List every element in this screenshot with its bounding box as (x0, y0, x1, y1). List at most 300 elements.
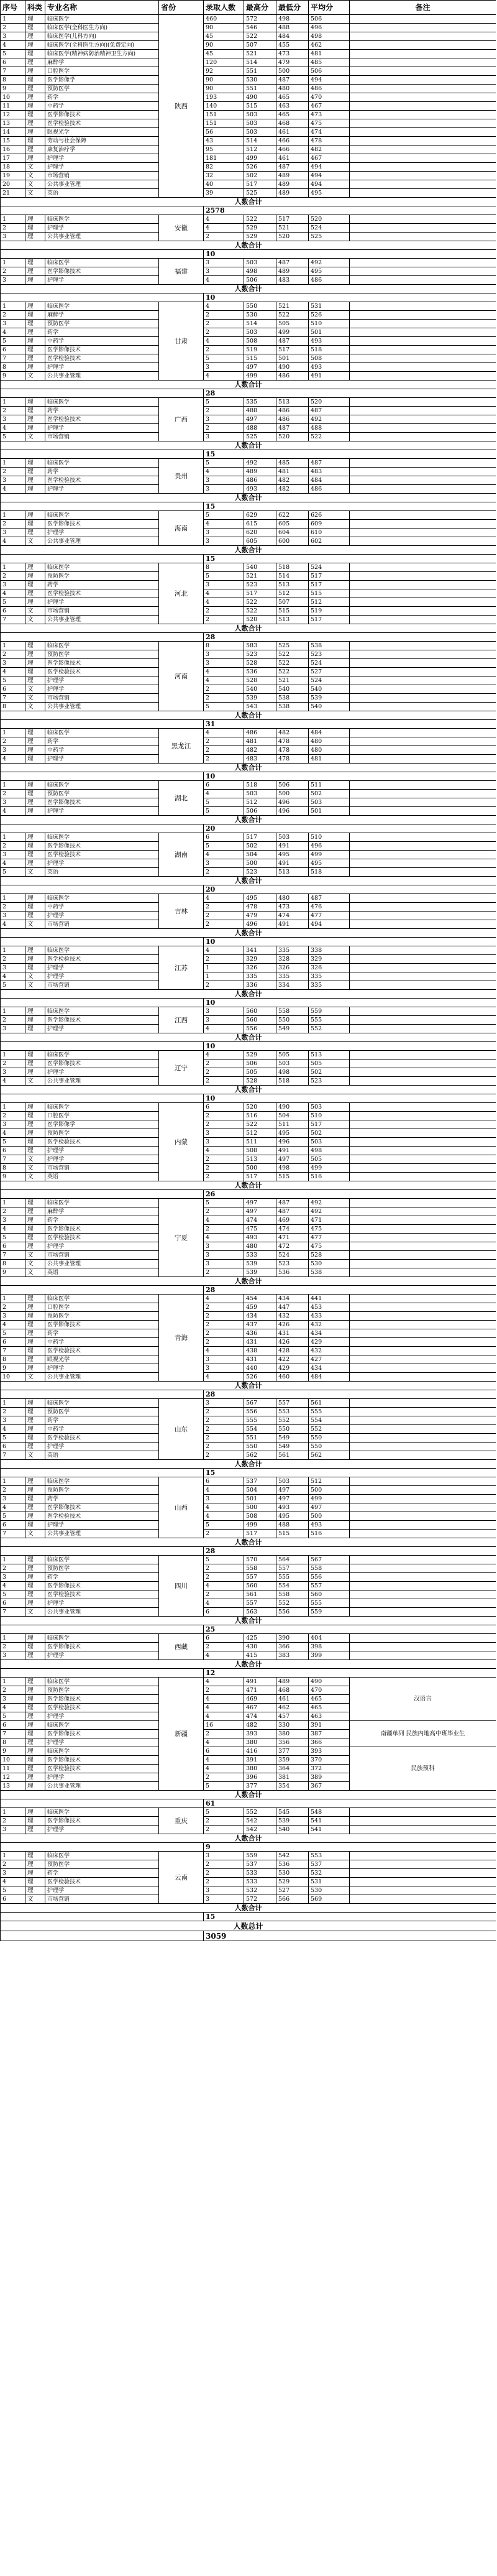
subtotal-count: 9 (204, 1843, 496, 1852)
cell-category: 理 (25, 1643, 45, 1651)
cell-admitted: 90 (204, 85, 244, 93)
cell-avg-score: 552 (309, 1425, 350, 1434)
cell-category: 文 (25, 1164, 45, 1173)
subtotal-count: 15 (204, 450, 496, 459)
cell-min-score: 506 (276, 781, 309, 790)
cell-index: 7 (1, 1347, 25, 1355)
cell-category: 理 (25, 1512, 45, 1521)
cell-max-score: 542 (244, 1826, 276, 1834)
cell-category: 理 (25, 520, 45, 529)
cell-avg-score: 387 (309, 1730, 350, 1738)
cell-index: 21 (1, 189, 25, 198)
cell-admitted: 4 (204, 224, 244, 233)
cell-min-score: 566 (276, 1895, 309, 1904)
grand-total-label-row (1, 1921, 496, 1931)
cell-category: 理 (25, 58, 45, 67)
subtotal-value-row (1, 1390, 496, 1399)
cell-avg-score: 398 (309, 1643, 350, 1651)
table-row (1, 668, 496, 676)
cell-avg-score: 567 (309, 1556, 350, 1564)
cell-avg-score: 486 (309, 85, 350, 93)
cell-admitted: 4 (204, 1295, 244, 1303)
cell-category: 文 (25, 685, 45, 694)
cell-remarks (350, 598, 496, 607)
cell-remarks (350, 1312, 496, 1321)
cell-max-score: 615 (244, 520, 276, 529)
cell-avg-score: 496 (309, 24, 350, 32)
cell-max-score: 539 (244, 694, 276, 703)
cell-category: 理 (25, 659, 45, 668)
cell-index: 2 (1, 1016, 25, 1025)
cell-admitted: 2 (204, 1416, 244, 1425)
cell-remarks (350, 259, 496, 267)
cell-remarks (350, 1207, 496, 1216)
cell-max-score: 467 (244, 1704, 276, 1712)
cell-min-score: 489 (276, 180, 309, 189)
table-row (1, 511, 496, 520)
subtotal-spacer (1, 633, 204, 642)
cell-index: 1 (1, 1199, 25, 1207)
cell-remarks (350, 755, 496, 764)
cell-remarks (350, 703, 496, 711)
table-row (1, 894, 496, 903)
cell-major: 护理学 (45, 224, 159, 233)
cell-index: 1 (1, 511, 25, 520)
cell-max-score: 572 (244, 1895, 276, 1904)
cell-index: 2 (1, 468, 25, 476)
table-row (1, 1477, 496, 1486)
cell-category: 理 (25, 798, 45, 807)
cell-admitted: 3 (204, 659, 244, 668)
cell-admitted: 4 (204, 946, 244, 955)
cell-admitted: 2 (204, 1860, 244, 1869)
cell-category: 理 (25, 1495, 45, 1503)
cell-index: 11 (1, 1765, 25, 1773)
cell-min-score: 377 (276, 1747, 309, 1756)
cell-admitted: 8 (204, 563, 244, 572)
cell-avg-score: 516 (309, 1530, 350, 1538)
cell-max-score: 523 (244, 650, 276, 659)
cell-category: 理 (25, 459, 45, 468)
cell-index: 4 (1, 328, 25, 337)
cell-admitted: 4 (204, 1704, 244, 1712)
subtotal-value-row (1, 206, 496, 215)
table-row (1, 415, 496, 424)
cell-category: 理 (25, 1355, 45, 1364)
cell-major: 医学检验技术 (45, 1347, 159, 1355)
cell-min-score: 501 (276, 354, 309, 363)
cell-max-score: 505 (244, 1068, 276, 1077)
cell-avg-score: 486 (309, 276, 350, 285)
table-row (1, 67, 496, 76)
cell-index: 8 (1, 363, 25, 372)
cell-avg-score: 501 (309, 328, 350, 337)
cell-category: 理 (25, 1295, 45, 1303)
subtotal-label: 人数合计 (1, 764, 496, 772)
table-row (1, 1590, 496, 1599)
cell-min-score: 552 (276, 1416, 309, 1425)
cell-admitted: 4 (204, 729, 244, 737)
cell-min-score: 515 (276, 1530, 309, 1538)
cell-remarks (350, 1173, 496, 1181)
cell-admitted: 2 (204, 1164, 244, 1173)
cell-major: 麻醉学 (45, 1207, 159, 1216)
cell-index: 2 (1, 1207, 25, 1216)
table-row (1, 842, 496, 851)
cell-category: 理 (25, 1712, 45, 1721)
subtotal-label-row (1, 764, 496, 772)
cell-category: 理 (25, 1808, 45, 1817)
cell-remarks (350, 842, 496, 851)
table-row (1, 755, 496, 764)
cell-major: 医学检验技术 (45, 1878, 159, 1886)
table-row (1, 1878, 496, 1886)
cell-remarks (350, 1477, 496, 1486)
cell-major: 临床医学 (45, 642, 159, 650)
table-row (1, 1147, 496, 1155)
cell-major: 预防医学 (45, 1860, 159, 1869)
cell-major: 公共事业管理 (45, 1077, 159, 1086)
cell-remarks (350, 1408, 496, 1416)
cell-major: 医学影像技术 (45, 1817, 159, 1826)
cell-major: 医学检验技术 (45, 955, 159, 964)
cell-max-score: 503 (244, 259, 276, 267)
cell-remarks (350, 1512, 496, 1521)
cell-avg-score: 602 (309, 537, 350, 546)
cell-category: 理 (25, 32, 45, 41)
table-row (1, 233, 496, 241)
cell-category: 理 (25, 1738, 45, 1747)
cell-min-score: 489 (276, 172, 309, 180)
subtotal-count: 26 (204, 1190, 496, 1199)
cell-avg-score: 552 (309, 1025, 350, 1033)
cell-remarks (350, 485, 496, 494)
cell-admitted: 82 (204, 163, 244, 172)
cell-category: 理 (25, 1756, 45, 1765)
cell-max-score: 474 (244, 1216, 276, 1225)
cell-category: 理 (25, 589, 45, 598)
cell-remarks (350, 1303, 496, 1312)
cell-category: 理 (25, 24, 45, 32)
cell-category: 理 (25, 76, 45, 85)
cell-index: 8 (1, 76, 25, 85)
cell-major: 医学检验技术 (45, 1234, 159, 1242)
cell-index: 3 (1, 320, 25, 328)
cell-avg-score: 470 (309, 1686, 350, 1695)
cell-avg-score: 530 (309, 1260, 350, 1268)
cell-max-score: 512 (244, 798, 276, 807)
cell-admitted: 4 (204, 520, 244, 529)
subtotal-value-row (1, 633, 496, 642)
cell-index: 2 (1, 572, 25, 581)
table-row (1, 1530, 496, 1538)
cell-index: 3 (1, 1216, 25, 1225)
cell-category: 理 (25, 311, 45, 320)
cell-major: 预防医学 (45, 1486, 159, 1495)
cell-major: 临床医学 (45, 1399, 159, 1408)
cell-admitted: 6 (204, 1634, 244, 1643)
cell-min-score: 481 (276, 468, 309, 476)
table-row (1, 1068, 496, 1077)
cell-major: 市场营销 (45, 1164, 159, 1173)
cell-admitted: 193 (204, 93, 244, 102)
cell-remarks (350, 328, 496, 337)
cell-province: 贵州 (159, 459, 204, 494)
cell-remarks (350, 589, 496, 598)
cell-max-score: 482 (244, 746, 276, 755)
cell-admitted: 2 (204, 1878, 244, 1886)
grand-total-count: 3059 (204, 1931, 496, 1941)
cell-admitted: 4 (204, 276, 244, 285)
cell-major: 护理学 (45, 1651, 159, 1660)
cell-province: 广西 (159, 398, 204, 441)
cell-index: 1 (1, 1852, 25, 1860)
cell-min-score: 561 (276, 1451, 309, 1460)
cell-admitted: 2 (204, 1443, 244, 1451)
cell-max-score: 560 (244, 1582, 276, 1590)
cell-min-score: 356 (276, 1738, 309, 1747)
cell-max-score: 469 (244, 1695, 276, 1704)
table-row (1, 1556, 496, 1564)
cell-major: 公共事业管理 (45, 180, 159, 189)
subtotal-label: 人数合计 (1, 624, 496, 633)
cell-province: 安徽 (159, 215, 204, 241)
cell-category: 文 (25, 1077, 45, 1086)
cell-major: 药学 (45, 1573, 159, 1582)
cell-remarks (350, 93, 496, 102)
table-row (1, 1364, 496, 1373)
table-row (1, 407, 496, 415)
cell-remarks (350, 1521, 496, 1530)
cell-major: 医学检验技术 (45, 1434, 159, 1443)
cell-province: 海南 (159, 511, 204, 546)
cell-min-score: 486 (276, 372, 309, 381)
cell-min-score: 538 (276, 694, 309, 703)
cell-major: 临床医学(全科医生方向)(免费定向) (45, 41, 159, 50)
cell-category: 理 (25, 276, 45, 285)
cell-index: 2 (1, 650, 25, 659)
cell-avg-score: 506 (309, 67, 350, 76)
cell-index: 1 (1, 1295, 25, 1303)
cell-admitted: 3 (204, 1495, 244, 1503)
cell-admitted: 4 (204, 1695, 244, 1704)
cell-max-score: 396 (244, 1773, 276, 1782)
cell-min-score: 550 (276, 1425, 309, 1434)
cell-min-score: 426 (276, 1338, 309, 1347)
cell-index: 7 (1, 616, 25, 624)
cell-index: 1 (1, 1556, 25, 1564)
cell-admitted: 4 (204, 894, 244, 903)
cell-remarks (350, 1338, 496, 1347)
cell-admitted: 4 (204, 1373, 244, 1382)
subtotal-label: 人数合计 (1, 285, 496, 293)
cell-max-score: 558 (244, 1564, 276, 1573)
cell-major: 公共事业管理 (45, 233, 159, 241)
cell-min-score: 530 (276, 1869, 309, 1878)
cell-admitted: 3 (204, 1852, 244, 1860)
cell-max-score: 512 (244, 1129, 276, 1138)
cell-min-score: 507 (276, 598, 309, 607)
cell-max-score: 393 (244, 1730, 276, 1738)
cell-avg-score: 470 (309, 93, 350, 102)
cell-max-score: 454 (244, 1295, 276, 1303)
cell-admitted: 2 (204, 607, 244, 616)
cell-index: 3 (1, 1826, 25, 1834)
table-row (1, 1112, 496, 1120)
cell-province: 江苏 (159, 946, 204, 990)
cell-category: 文 (25, 868, 45, 877)
cell-admitted: 181 (204, 154, 244, 163)
table-row (1, 1573, 496, 1582)
cell-max-score: 488 (244, 424, 276, 433)
cell-remarks (350, 15, 496, 24)
cell-min-score: 447 (276, 1303, 309, 1312)
cell-remarks (350, 407, 496, 415)
table-row (1, 572, 496, 581)
cell-max-score: 508 (244, 337, 276, 346)
cell-category: 文 (25, 180, 45, 189)
cell-index: 4 (1, 1425, 25, 1434)
table-row (1, 1242, 496, 1251)
cell-min-score: 549 (276, 1434, 309, 1443)
cell-admitted: 6 (204, 1747, 244, 1756)
cell-major: 临床医学 (45, 729, 159, 737)
cell-major: 护理学 (45, 1025, 159, 1033)
table-row (1, 1512, 496, 1521)
cell-index: 4 (1, 1225, 25, 1234)
cell-index: 4 (1, 1878, 25, 1886)
cell-index: 7 (1, 1730, 25, 1738)
cell-min-score: 503 (276, 1059, 309, 1068)
cell-min-score: 426 (276, 1321, 309, 1329)
cell-category: 文 (25, 433, 45, 441)
cell-admitted: 5 (204, 511, 244, 520)
cell-max-score: 515 (244, 102, 276, 111)
subtotal-spacer (1, 885, 204, 894)
cell-category: 理 (25, 424, 45, 433)
cell-admitted: 6 (204, 1103, 244, 1112)
cell-category: 理 (25, 1634, 45, 1643)
cell-province: 山西 (159, 1477, 204, 1538)
cell-avg-score: 610 (309, 529, 350, 537)
cell-max-score: 486 (244, 476, 276, 485)
cell-min-score: 489 (276, 1678, 309, 1686)
subtotal-label-row (1, 1660, 496, 1669)
subtotal-spacer (1, 206, 204, 215)
cell-admitted: 3 (204, 1242, 244, 1251)
cell-remarks (350, 1251, 496, 1260)
cell-avg-score: 492 (309, 259, 350, 267)
subtotal-count: 31 (204, 720, 496, 729)
table-row (1, 946, 496, 955)
cell-min-score: 521 (276, 224, 309, 233)
cell-major: 护理学 (45, 363, 159, 372)
cell-major: 药学 (45, 468, 159, 476)
subtotal-count: 15 (204, 1913, 496, 1921)
table-row (1, 1373, 496, 1382)
cell-max-score: 526 (244, 1373, 276, 1382)
cell-admitted: 2 (204, 1826, 244, 1834)
subtotal-label-row (1, 1181, 496, 1190)
cell-min-score: 383 (276, 1651, 309, 1660)
cell-category: 理 (25, 1416, 45, 1425)
cell-avg-score: 569 (309, 1895, 350, 1904)
cell-avg-score: 517 (309, 572, 350, 581)
grand-total-spacer (1, 1931, 204, 1941)
cell-max-score: 501 (244, 1495, 276, 1503)
cell-min-score: 513 (276, 616, 309, 624)
subtotal-value-row (1, 999, 496, 1007)
cell-min-score: 557 (276, 1399, 309, 1408)
cell-category: 理 (25, 851, 45, 859)
cell-min-score: 487 (276, 163, 309, 172)
cell-min-score: 469 (276, 1216, 309, 1225)
cell-avg-score: 531 (309, 302, 350, 311)
subtotal-label-row (1, 1904, 496, 1913)
subtotal-label: 人数合计 (1, 1382, 496, 1390)
table-row (1, 1634, 496, 1643)
cell-max-score: 380 (244, 1765, 276, 1773)
cell-category: 理 (25, 790, 45, 798)
cell-admitted: 3 (204, 537, 244, 546)
table-row (1, 1059, 496, 1068)
cell-index: 5 (1, 337, 25, 346)
cell-major: 护理学 (45, 598, 159, 607)
cell-min-score: 359 (276, 1756, 309, 1765)
cell-min-score: 495 (276, 1129, 309, 1138)
cell-max-score: 503 (244, 328, 276, 337)
cell-province: 福建 (159, 259, 204, 285)
cell-avg-score: 525 (309, 233, 350, 241)
cell-remarks (350, 981, 496, 990)
cell-major: 护理学 (45, 424, 159, 433)
cell-category: 理 (25, 1826, 45, 1834)
cell-max-score: 503 (244, 111, 276, 119)
cell-index: 1 (1, 459, 25, 468)
cell-avg-score: 539 (309, 694, 350, 703)
table-row (1, 1077, 496, 1086)
cell-province: 四川 (159, 1556, 204, 1617)
cell-remarks (350, 1007, 496, 1016)
cell-index: 5 (1, 1234, 25, 1242)
cell-max-score: 517 (244, 1173, 276, 1181)
cell-index: 7 (1, 67, 25, 76)
cell-avg-score: 517 (309, 581, 350, 589)
subtotal-value-row (1, 720, 496, 729)
cell-major: 医学影像技术 (45, 346, 159, 354)
cell-index: 10 (1, 1373, 25, 1382)
cell-index: 4 (1, 1129, 25, 1138)
cell-max-score: 517 (244, 1530, 276, 1538)
cell-avg-score: 429 (309, 1338, 350, 1347)
table-row (1, 746, 496, 755)
cell-major: 医学影像学 (45, 1120, 159, 1129)
cell-avg-score: 523 (309, 1077, 350, 1086)
cell-major: 护理学 (45, 807, 159, 816)
cell-max-score: 519 (244, 346, 276, 354)
cell-avg-score: 493 (309, 363, 350, 372)
cell-min-score: 488 (276, 1521, 309, 1530)
cell-remarks (350, 337, 496, 346)
cell-remarks (350, 1895, 496, 1904)
cell-max-score: 520 (244, 1103, 276, 1112)
cell-major: 临床医学 (45, 1721, 159, 1730)
cell-index: 2 (1, 737, 25, 746)
cell-category: 理 (25, 1338, 45, 1347)
cell-major: 医学影像技术 (45, 1643, 159, 1651)
cell-remarks (350, 1364, 496, 1373)
cell-admitted: 2 (204, 407, 244, 415)
